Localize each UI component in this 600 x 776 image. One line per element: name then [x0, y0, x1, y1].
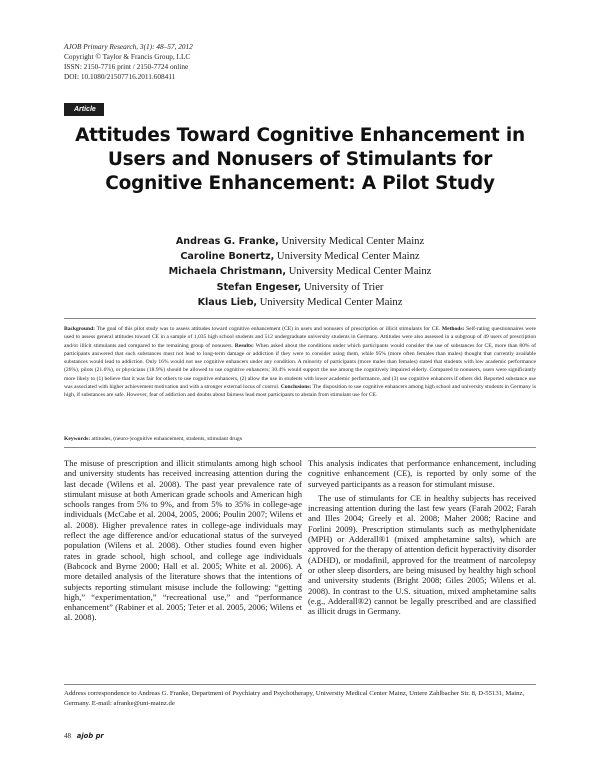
body-paragraph: The misuse of prescription and illicit stimulants among high school and university students has received increasing attention during the last decade (Wilens et al. 2008). The past year prevalence rate of stimulant misuse at both American grade schools and American high schools ranges from 5% to 9%, and from 5% to 35% in college-age individuals (McCabe et al. 2004, 2005, 2006; Poulin 2007; Wilens et al. 2008). Higher prevalence rates in college-age individuals may reflect the age difference and/or educational status of the surveyed population (Wilens et al. 2008). Other studies found even higher rates in grade school, high school, and college age individuals (Babcock and Byrne 2000; Hall et al. 2005; White et al. 2006). A more detailed analysis of the literature shows that the intentions of subjects reporting stimulant misuse include the following: “getting high,” “experimentation,” “recreational use,” and “performance enhancement” (Rabiner et al. 2005; Teter et al. 2005, 2006; Wilens et al. 2008).: [64, 458, 302, 623]
author-entry: [60, 234, 540, 249]
body-paragraph: The use of stimulants for CE in healthy subjects has received increasing attention during the last few years (Farah 2002; Farah and Illes 2004; Greely et al. 2008; Maher 2008; Racine and Forlini 2009). Prescription stimulants such as methylphenidate (MPH) or Adderall®1 (mixed amphetamine salts), which are approved for the therapy of attention deficit hyperactivity disorder (ADHD), or modafinil, approved for the treatment of narcolepsy or other sleep disorders, are being misused by healthy high school and university students (Bright 2008; Giles 2005; Wilens et al. 2008). In contrast to the U.S. situation, mixed amphetamine salts (e.g., Adderall®2) cannot be legally prescribed and are classified as illicit drugs in Germany.: [308, 492, 536, 617]
author-entry: [60, 280, 540, 295]
author-affiliation: University Medical Center Mainz: [259, 296, 403, 308]
author-affiliation: University Medical Center Mainz: [281, 236, 425, 247]
abstract-background: The goal of this pilot study was to assess attitudes toward cognitive enhancement (CE) in users and nonusers of prescription or illicit stimulants for CE.: [96, 326, 441, 332]
footer-journal-name: ajob pr: [76, 732, 104, 740]
author-name: Klaus Lieb,: [197, 296, 258, 308]
issn-line: ISSN: 2150-7716 print / 2150-7724 online: [64, 62, 189, 71]
body-column-right: [308, 458, 536, 616]
abstract-conclusions-label: Conclusions:: [280, 384, 312, 391]
author-name: Caroline Bonertz,: [180, 251, 275, 263]
author-name: Andreas G. Franke,: [175, 236, 279, 247]
keywords-text: attitudes, (neuro-)cognitive enhancement, students, stimulant drugs: [91, 436, 242, 442]
abstract: [64, 325, 536, 400]
keywords-label: Keywords:: [64, 436, 91, 442]
body-paragraph: This analysis indicates that performance enhancement, including cognitive enhancement (CE), is reported by only some of the surveyed participants as a reason for stimulant misuse.: [308, 458, 536, 489]
body-column-left: [64, 458, 302, 623]
abstract-conclusions: The disposition to use cognitive enhancers among high school and university students in Germany is high, if substances are safe. However, fear of addiction and doubts about fairness lead most participants to abstain from stimulant use for CE.: [64, 384, 536, 399]
author-entry: [60, 249, 540, 264]
author-name: Michaela Christmann,: [168, 266, 287, 278]
author-affiliation: University Medical Center Mainz: [276, 251, 420, 263]
abstract-results: When asked about the conditions under which participants would consider the use of substances for CE, more than 80% of participants answered that such substances must not lead to long-term damage or addiction if they were to consider using them, while 95% (more often females than males) thought that currently available substances would lead to addiction. Only 16% would not use cognitive enhancers under any condition. A minority of participants (more males than females) stated that students with low academic performance (26%), pilots (21.6%), or physicians (18.9%) should be allowed to use cognitive enhancers; 30.4% would support the use among the cognitively impaired elderly. Compared to nonusers, users were significantly more likely to (1) believe that it was fair for others to use cognitive enhancers, (2) allow the use in students with lower academic performance, and (3) use cognitive enhancers if others did. Reported substance use was associated with higher achievement motivation and with a stronger external locus of control.: [64, 342, 536, 391]
author-name: Stefan Engeser,: [216, 281, 302, 293]
keywords: [64, 435, 536, 443]
page-number: 48: [64, 732, 71, 740]
page-footer: [64, 732, 104, 740]
abstract-top-divider: [64, 318, 536, 319]
abstract-results-label: Results:: [234, 342, 254, 349]
article-title: Attitudes Toward Cognitive Enhancement in Users and Nonusers of Stimulants for Cognitive Enhancement: A Pilot Study: [75, 125, 525, 194]
doi-line: DOI: 10.1080/21507716.2011.608411: [64, 72, 176, 81]
article-type-badge: Article: [64, 103, 104, 116]
abstract-methods-label: Methods:: [441, 326, 465, 332]
article-metadata: [64, 42, 193, 82]
author-affiliation: University of Trier: [303, 281, 384, 293]
author-list: [60, 234, 540, 310]
abstract-bottom-divider: [64, 447, 536, 448]
abstract-methods: Self-rating questionnaires were used to assess general attitudes toward CE in a sample of 1,035 high school students and 512 undergraduate university students in Germany. Attitudes were also assessed in a subgroup of 49 users of prescription and/or illicit stimulants and compared to the remaining group of nonusers.: [64, 326, 537, 349]
journal-citation: AJOB Primary Research, 3(1): 48–57, 2012: [64, 42, 193, 51]
abstract-background-label: Background:: [64, 326, 96, 332]
copyright-line: Copyright © Taylor & Francis Group, LLC: [64, 52, 191, 61]
footnote-divider: [64, 684, 536, 685]
author-entry: [60, 295, 540, 310]
author-affiliation: University Medical Center Mainz: [288, 266, 432, 278]
author-entry: [60, 264, 540, 279]
correspondence-footnote: Address correspondence to Andreas G. Franke, Department of Psychiatry and Psychotherapy, University Medical Center Mainz, Untere Zahlbacher Str. 8, D-55131, Mainz, Germany. E-mail: afranke@uni-mainz.de: [64, 690, 525, 707]
